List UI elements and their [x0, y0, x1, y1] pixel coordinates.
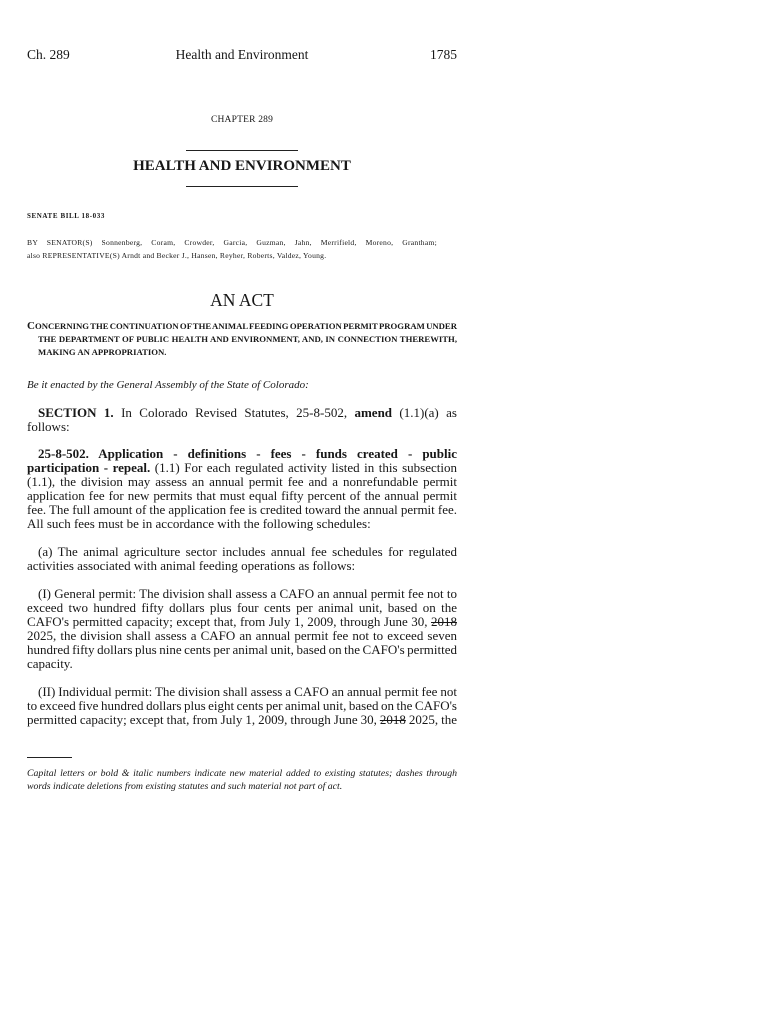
act-heading: AN ACT	[210, 290, 274, 310]
page-number: 1785	[430, 47, 457, 62]
senate-sponsors	[27, 236, 437, 249]
act-title-line	[38, 346, 457, 359]
text-line-content	[27, 713, 457, 727]
statute-caption: participation - repeal.	[27, 460, 151, 475]
text-line-content: capacity.	[27, 656, 73, 671]
footnote-line	[27, 780, 457, 793]
text-line	[27, 503, 457, 517]
running-header	[27, 47, 457, 63]
act-title-text: THE DEPARTMENT OF PUBLIC HEALTH AND ENVIRONMENT, AND, IN CONNECTION THEREWITH,	[38, 334, 457, 344]
text-line	[27, 461, 457, 475]
text-line	[38, 587, 457, 601]
footnote-text: Capital letters or bold & italic numbers indicate new material added to existing statutes; dashes through	[27, 768, 457, 779]
text-line	[27, 489, 457, 503]
text-line-content: All such fees must be in accordance with the following schedules:	[27, 516, 371, 531]
text-line-content: (I) General permit: The division shall assess a CAFO an annual permit fee not to	[38, 586, 457, 601]
text-line-content	[38, 447, 457, 461]
section-1-paragraph	[27, 406, 457, 434]
deleted-text: 2018	[379, 712, 406, 727]
text-line-content: exceed two hundred fifty dollars plus four cents per animal unit, based on the	[27, 600, 457, 615]
text-line	[27, 657, 457, 671]
house-sponsors	[27, 249, 457, 262]
text-line-content: application fee for new permits that must equal fifty percent of the annual permit	[27, 488, 457, 503]
text-line	[27, 699, 457, 713]
text-line-content: 2025, the division shall assess a CAFO an annual permit fee not to exceed seven	[27, 628, 457, 643]
act-title	[27, 320, 457, 359]
enacting-clause: Be it enacted by the General Assembly of the State of Colorado:	[27, 379, 309, 391]
sponsor-list	[27, 236, 457, 262]
senate-sponsors-text: BY SENATOR(S) Sonnenberg, Coram, Crowder, Garcia, Guzman, Jahn, Merrifield, Moreno, Grantham;	[27, 238, 437, 247]
act-title-line	[27, 320, 457, 333]
subparagraph-text: CAFO's permitted capacity; except that, from July 1, 2009, through June 30,	[27, 614, 431, 629]
chapter-number: Ch. 289	[27, 47, 70, 62]
footnote	[27, 767, 457, 793]
bill-number: SENATE BILL 18-033	[27, 212, 105, 220]
footnote-rule	[27, 757, 72, 758]
statute-caption: Application - definitions - fees - funds created - public	[88, 446, 457, 461]
text-line	[27, 420, 457, 434]
text-line-content: activities associated with animal feeding operations as follows:	[27, 558, 356, 573]
statute-text: (1.1) For each regulated activity listed in this subsection	[150, 460, 457, 475]
text-line	[27, 475, 457, 489]
text-line-content	[27, 615, 457, 629]
act-title-text: MAKING AN APPROPRIATION.	[38, 347, 167, 357]
title-rule-top	[186, 150, 298, 151]
text-line-content: (1.1), the division may assess an annual permit fee and a nonrefundable permit	[27, 474, 457, 489]
subparagraph-i	[27, 587, 457, 671]
footnote-line	[27, 767, 457, 780]
act-title-text: CONCERNING THE CONTINUATION OF THE ANIMAL FEEDING OPERATION PERMIT PROGRAM UNDER	[27, 320, 457, 332]
text-line-content: hundred fifty dollars plus nine cents per animal unit, based on the CAFO's permitted	[27, 642, 457, 657]
title-rule-bottom	[186, 186, 298, 187]
text-line	[27, 643, 457, 657]
deleted-text: 2018	[431, 614, 457, 629]
text-line-content: follows:	[27, 419, 70, 434]
text-line-content: (a) The animal agriculture sector includes annual fee schedules for regulated	[38, 544, 457, 559]
statute-number: 25-8-502.	[38, 446, 89, 461]
text-line	[27, 517, 457, 531]
paragraph-a	[27, 545, 457, 573]
subparagraph-text: 2025, the	[405, 712, 457, 727]
text-line-content: (II) Individual permit: The division shall assess a CAFO an annual permit fee not	[38, 684, 457, 699]
text-line	[38, 545, 457, 559]
house-sponsors-text: also REPRESENTATIVE(S) Arndt and Becker J., Hansen, Reyher, Roberts, Valdez, Young.	[27, 251, 327, 260]
statute-paragraph	[27, 447, 457, 531]
chapter-title: HEALTH AND ENVIRONMENT	[133, 158, 351, 174]
text-line	[27, 601, 457, 615]
text-line-content: fee. The full amount of the application fee is credited toward the annual permit fee.	[27, 502, 457, 517]
section-heading: SECTION 1.	[38, 405, 114, 420]
running-title: Health and Environment	[175, 47, 309, 62]
text-line	[27, 559, 457, 573]
amend-keyword: amend	[354, 405, 393, 420]
text-line	[27, 629, 457, 643]
section-text: In Colorado Revised Statutes, 25-8-502,	[113, 405, 355, 420]
text-line-content	[27, 461, 457, 475]
footnote-text: words indicate deletions from existing statutes and such material not part of act.	[27, 781, 343, 792]
text-line-content: to exceed five hundred dollars plus eight cents per animal unit, based on the CAFO's	[27, 698, 457, 713]
text-line	[38, 447, 457, 461]
act-title-line	[38, 333, 457, 346]
text-line	[38, 406, 457, 420]
chapter-label: CHAPTER 289	[210, 115, 274, 125]
text-line-content	[38, 406, 457, 420]
section-text: (1.1)(a) as	[392, 405, 457, 420]
text-line	[27, 615, 457, 629]
subparagraph-text: permitted capacity; except that, from July 1, 2009, through June 30,	[27, 712, 380, 727]
subparagraph-ii	[27, 685, 457, 727]
text-line	[27, 713, 457, 727]
text-line	[38, 685, 457, 699]
